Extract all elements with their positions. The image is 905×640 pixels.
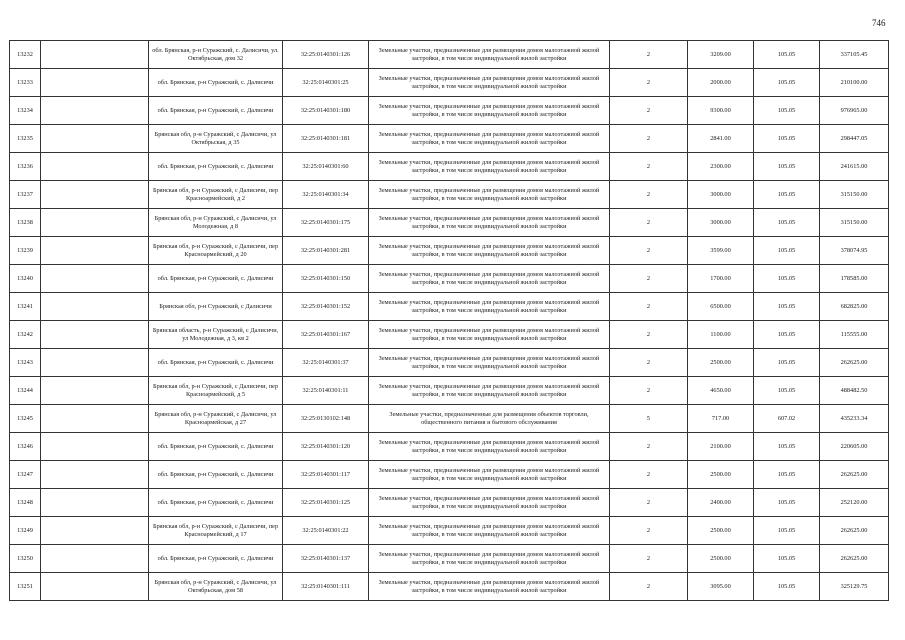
table-row	[10, 181, 889, 209]
cadastral-value-cell: 378074.95	[820, 237, 889, 265]
row-number-cell: 13240	[10, 265, 41, 293]
empty-cell	[41, 321, 149, 349]
area-cell: 2500.00	[688, 349, 754, 377]
group-cell: 2	[610, 97, 688, 125]
row-number-cell: 13241	[10, 293, 41, 321]
row-number-cell: 13245	[10, 405, 41, 433]
cadastral-value-cell: 115555.00	[820, 321, 889, 349]
rate-cell: 105.05	[754, 321, 820, 349]
land-purpose-cell: Земельные участки, предназначенные для размещения домов малоэтажной жилой застройки, в том числе индивидуальной жилой застройки	[369, 545, 610, 573]
cadastral-number-cell: 32:25:0140301:60	[283, 153, 369, 181]
cadastral-value-cell: 325129.75	[820, 573, 889, 601]
table-row	[10, 41, 889, 69]
area-cell: 2500.00	[688, 461, 754, 489]
empty-cell	[41, 97, 149, 125]
land-purpose-cell: Земельные участки, предназначенные для размещения домов малоэтажной жилой застройки, в том числе индивидуальной жилой застройки	[369, 349, 610, 377]
cadastral-value-cell: 178585.00	[820, 265, 889, 293]
table-row	[10, 153, 889, 181]
table-row	[10, 237, 889, 265]
cadastral-value-cell: 435233.34	[820, 405, 889, 433]
cadastral-value-cell: 262625.00	[820, 517, 889, 545]
page-number: 746	[872, 18, 886, 28]
empty-cell	[41, 69, 149, 97]
rate-cell: 105.05	[754, 489, 820, 517]
row-number-cell: 13236	[10, 153, 41, 181]
cadastral-value-cell: 241615.00	[820, 153, 889, 181]
rate-cell: 105.05	[754, 433, 820, 461]
empty-cell	[41, 125, 149, 153]
cadastral-number-cell: 32:25:0140301:126	[283, 41, 369, 69]
row-number-cell: 13249	[10, 517, 41, 545]
group-cell: 2	[610, 209, 688, 237]
area-cell: 2841.00	[688, 125, 754, 153]
group-cell: 2	[610, 545, 688, 573]
land-purpose-cell: Земельные участки, предназначенные для размещения домов малоэтажной жилой застройки, в том числе индивидуальной жилой застройки	[369, 125, 610, 153]
cadastral-value-cell: 220605.00	[820, 433, 889, 461]
cadastral-number-cell: 32:25:0140301:181	[283, 125, 369, 153]
address-cell: Брянская обл, р-н Суражский, с Далисичи, пер Красноармейский, д 20	[149, 237, 283, 265]
cadastral-value-cell: 976965.00	[820, 97, 889, 125]
row-number-cell: 13251	[10, 573, 41, 601]
address-cell: обл. Брянская, р-н Суражский, с. Далисичи	[149, 461, 283, 489]
address-cell: Брянская обл, р-н Суражский, с Далисичи, пер Красноармейский, д 17	[149, 517, 283, 545]
land-purpose-cell: Земельные участки, предназначенные для размещения домов малоэтажной жилой застройки, в том числе индивидуальной жилой застройки	[369, 69, 610, 97]
group-cell: 2	[610, 517, 688, 545]
area-cell: 2500.00	[688, 517, 754, 545]
area-cell: 4650.00	[688, 377, 754, 405]
area-cell: 2400.00	[688, 489, 754, 517]
cadastral-number-cell: 32:25:0140301:117	[283, 461, 369, 489]
cadastral-number-cell: 32:25:0140301:25	[283, 69, 369, 97]
land-purpose-cell: Земельные участки, предназначенные для размещения домов малоэтажной жилой застройки, в том числе индивидуальной жилой застройки	[369, 265, 610, 293]
rate-cell: 105.05	[754, 237, 820, 265]
empty-cell	[41, 433, 149, 461]
empty-cell	[41, 405, 149, 433]
area-cell: 2000.00	[688, 69, 754, 97]
group-cell: 2	[610, 321, 688, 349]
table-row	[10, 97, 889, 125]
table-row	[10, 69, 889, 97]
cadastral-value-cell: 210100.00	[820, 69, 889, 97]
table-row	[10, 321, 889, 349]
empty-cell	[41, 237, 149, 265]
table-row	[10, 517, 889, 545]
group-cell: 2	[610, 237, 688, 265]
table-row	[10, 573, 889, 601]
area-cell: 2100.00	[688, 433, 754, 461]
address-cell: Брянская обл, р-н Суражский, с Далисичи, ул Октябрьская, дом 58	[149, 573, 283, 601]
cadastral-number-cell: 32:25:0140301:37	[283, 349, 369, 377]
empty-cell	[41, 545, 149, 573]
table-row	[10, 209, 889, 237]
cadastral-number-cell: 32:25:0140301:34	[283, 181, 369, 209]
group-cell: 2	[610, 41, 688, 69]
cadastral-number-cell: 32:25:0130102:148	[283, 405, 369, 433]
land-purpose-cell: Земельные участки, предназначенные для размещения домов малоэтажной жилой застройки, в том числе индивидуальной жилой застройки	[369, 517, 610, 545]
cadastral-value-cell: 337105.45	[820, 41, 889, 69]
table-row	[10, 293, 889, 321]
group-cell: 2	[610, 573, 688, 601]
rate-cell: 105.05	[754, 461, 820, 489]
address-cell: обл. Брянская, р-н Суражский, с. Далисичи	[149, 433, 283, 461]
rate-cell: 105.05	[754, 153, 820, 181]
empty-cell	[41, 573, 149, 601]
table-row	[10, 433, 889, 461]
table-row	[10, 489, 889, 517]
land-purpose-cell: Земельные участки, предназначенные для размещения домов малоэтажной жилой застройки, в том числе индивидуальной жилой застройки	[369, 461, 610, 489]
rate-cell: 105.05	[754, 125, 820, 153]
rate-cell: 105.05	[754, 545, 820, 573]
land-purpose-cell: Земельные участки, предназначенные для размещения домов малоэтажной жилой застройки, в том числе индивидуальной жилой застройки	[369, 377, 610, 405]
rate-cell: 105.05	[754, 181, 820, 209]
land-purpose-cell: Земельные участки, предназначенные для размещения домов малоэтажной жилой застройки, в том числе индивидуальной жилой застройки	[369, 181, 610, 209]
area-cell: 717.00	[688, 405, 754, 433]
cadastral-number-cell: 32:25:0140301:22	[283, 517, 369, 545]
address-cell: Брянская обл, р-н Суражский, с Далисичи, пер Красноармейский, д 2	[149, 181, 283, 209]
land-purpose-cell: Земельные участки, предназначенные для размещения домов малоэтажной жилой застройки, в том числе индивидуальной жилой застройки	[369, 489, 610, 517]
table-row	[10, 545, 889, 573]
address-cell: обл. Брянская, р-н Суражский, с. Далисичи	[149, 69, 283, 97]
table-row	[10, 265, 889, 293]
address-cell: обл. Брянская, р-н Суражский, с. Далисичи	[149, 97, 283, 125]
group-cell: 2	[610, 293, 688, 321]
cadastral-number-cell: 32:25:0140301:175	[283, 209, 369, 237]
address-cell: Брянская обл, р-н Суражский, с Далисичи, пер Красноармейский, д 5	[149, 377, 283, 405]
empty-cell	[41, 293, 149, 321]
area-cell: 3000.00	[688, 181, 754, 209]
rate-cell: 105.05	[754, 209, 820, 237]
area-cell: 1100.00	[688, 321, 754, 349]
area-cell: 2500.00	[688, 545, 754, 573]
rate-cell: 105.05	[754, 293, 820, 321]
group-cell: 2	[610, 433, 688, 461]
rate-cell: 105.05	[754, 97, 820, 125]
empty-cell	[41, 377, 149, 405]
cadastral-number-cell: 32:25:0140301:125	[283, 489, 369, 517]
row-number-cell: 13235	[10, 125, 41, 153]
rate-cell: 105.05	[754, 41, 820, 69]
cadastral-number-cell: 32:25:0140301:150	[283, 265, 369, 293]
cadastral-value-cell: 682825.00	[820, 293, 889, 321]
cadastral-number-cell: 32:25:0140301:152	[283, 293, 369, 321]
cadastral-number-cell: 32:25:0140301:120	[283, 433, 369, 461]
area-cell: 2300.00	[688, 153, 754, 181]
table-row	[10, 461, 889, 489]
address-cell: Брянская обл, р-н Суражский, с Далисичи	[149, 293, 283, 321]
cadastral-number-cell: 32:25:0140301:180	[283, 97, 369, 125]
address-cell: Брянская обл, р-н Суражский, с Далисичи, ул Молодежная, д 8	[149, 209, 283, 237]
group-cell: 5	[610, 405, 688, 433]
cadastral-value-cell: 262625.00	[820, 349, 889, 377]
rate-cell: 105.05	[754, 349, 820, 377]
empty-cell	[41, 517, 149, 545]
row-number-cell: 13237	[10, 181, 41, 209]
registry-table	[9, 40, 889, 601]
address-cell: Брянская обл, р-н Суражский, с Далисичи, ул Октябрьская, д 35	[149, 125, 283, 153]
rate-cell: 105.05	[754, 265, 820, 293]
cadastral-number-cell: 32:25:0140301:137	[283, 545, 369, 573]
empty-cell	[41, 265, 149, 293]
address-cell: Брянская обл, р-н Суражский, с Далисичи, ул Красноармейская, д 27	[149, 405, 283, 433]
rate-cell: 105.05	[754, 377, 820, 405]
area-cell: 3000.00	[688, 209, 754, 237]
row-number-cell: 13234	[10, 97, 41, 125]
cadastral-value-cell: 252120.00	[820, 489, 889, 517]
group-cell: 2	[610, 489, 688, 517]
empty-cell	[41, 41, 149, 69]
group-cell: 2	[610, 461, 688, 489]
group-cell: 2	[610, 377, 688, 405]
area-cell: 3209.00	[688, 41, 754, 69]
address-cell: обл. Брянская, р-н Суражский, с. Далисичи, ул. Октябрьская, дом 32	[149, 41, 283, 69]
table-row	[10, 377, 889, 405]
cadastral-value-cell: 315150.00	[820, 209, 889, 237]
empty-cell	[41, 461, 149, 489]
row-number-cell: 13244	[10, 377, 41, 405]
table-body	[10, 41, 889, 601]
row-number-cell: 13243	[10, 349, 41, 377]
cadastral-value-cell: 262625.00	[820, 461, 889, 489]
row-number-cell: 13232	[10, 41, 41, 69]
rate-cell: 607.02	[754, 405, 820, 433]
empty-cell	[41, 489, 149, 517]
empty-cell	[41, 349, 149, 377]
address-cell: Брянская область, р-н Суражский, с Далисичи, ул Молодежная, д 3, кв 2	[149, 321, 283, 349]
group-cell: 2	[610, 125, 688, 153]
land-purpose-cell: Земельные участки, предназначенные для размещения домов малоэтажной жилой застройки, в том числе индивидуальной жилой застройки	[369, 41, 610, 69]
table-row	[10, 125, 889, 153]
row-number-cell: 13250	[10, 545, 41, 573]
group-cell: 2	[610, 181, 688, 209]
land-purpose-cell: Земельные участки, предназначенные для размещения домов малоэтажной жилой застройки, в том числе индивидуальной жилой застройки	[369, 153, 610, 181]
row-number-cell: 13242	[10, 321, 41, 349]
cadastral-number-cell: 32:25:0140301:281	[283, 237, 369, 265]
land-purpose-cell: Земельные участки, предназначенные для размещения домов малоэтажной жилой застройки, в том числе индивидуальной жилой застройки	[369, 97, 610, 125]
cadastral-value-cell: 488482.50	[820, 377, 889, 405]
address-cell: обл. Брянская, р-н Суражский, с. Далисичи	[149, 153, 283, 181]
row-number-cell: 13246	[10, 433, 41, 461]
rate-cell: 105.05	[754, 69, 820, 97]
address-cell: обл. Брянская, р-н Суражский, с. Далисичи	[149, 545, 283, 573]
area-cell: 1700.00	[688, 265, 754, 293]
empty-cell	[41, 181, 149, 209]
cadastral-number-cell: 32:25:0140301:167	[283, 321, 369, 349]
empty-cell	[41, 153, 149, 181]
address-cell: обл. Брянская, р-н Суражский, с. Далисичи	[149, 489, 283, 517]
rate-cell: 105.05	[754, 573, 820, 601]
area-cell: 6500.00	[688, 293, 754, 321]
empty-cell	[41, 209, 149, 237]
land-purpose-cell: Земельные участки, предназначенные для размещения домов малоэтажной жилой застройки, в том числе индивидуальной жилой застройки	[369, 433, 610, 461]
land-purpose-cell: Земельные участки, предназначенные для размещения домов малоэтажной жилой застройки, в том числе индивидуальной жилой застройки	[369, 209, 610, 237]
cadastral-number-cell: 32:25:0140301:111	[283, 573, 369, 601]
table-row	[10, 349, 889, 377]
land-purpose-cell: Земельные участки, предназначенные для размещения домов малоэтажной жилой застройки, в том числе индивидуальной жилой застройки	[369, 237, 610, 265]
cadastral-number-cell: 32:25:0140301:11	[283, 377, 369, 405]
cadastral-value-cell: 298447.05	[820, 125, 889, 153]
land-purpose-cell: Земельные участки, предназначенные для размещения объектов торговли, общественного питания и бытового обслуживания	[369, 405, 610, 433]
address-cell: обл. Брянская, р-н Суражский, с. Далисичи	[149, 349, 283, 377]
table-row	[10, 405, 889, 433]
group-cell: 2	[610, 349, 688, 377]
area-cell: 3599.00	[688, 237, 754, 265]
row-number-cell: 13238	[10, 209, 41, 237]
area-cell: 3095.00	[688, 573, 754, 601]
cadastral-value-cell: 262625.00	[820, 545, 889, 573]
cadastral-value-cell: 315150.00	[820, 181, 889, 209]
group-cell: 2	[610, 153, 688, 181]
rate-cell: 105.05	[754, 517, 820, 545]
land-purpose-cell: Земельные участки, предназначенные для размещения домов малоэтажной жилой застройки, в том числе индивидуальной жилой застройки	[369, 293, 610, 321]
group-cell: 2	[610, 265, 688, 293]
land-purpose-cell: Земельные участки, предназначенные для размещения домов малоэтажной жилой застройки, в том числе индивидуальной жилой застройки	[369, 573, 610, 601]
row-number-cell: 13248	[10, 489, 41, 517]
address-cell: обл. Брянская, р-н Суражский, с. Далисичи	[149, 265, 283, 293]
group-cell: 2	[610, 69, 688, 97]
row-number-cell: 13233	[10, 69, 41, 97]
land-purpose-cell: Земельные участки, предназначенные для размещения домов малоэтажной жилой застройки, в том числе индивидуальной жилой застройки	[369, 321, 610, 349]
row-number-cell: 13239	[10, 237, 41, 265]
area-cell: 9300.00	[688, 97, 754, 125]
row-number-cell: 13247	[10, 461, 41, 489]
